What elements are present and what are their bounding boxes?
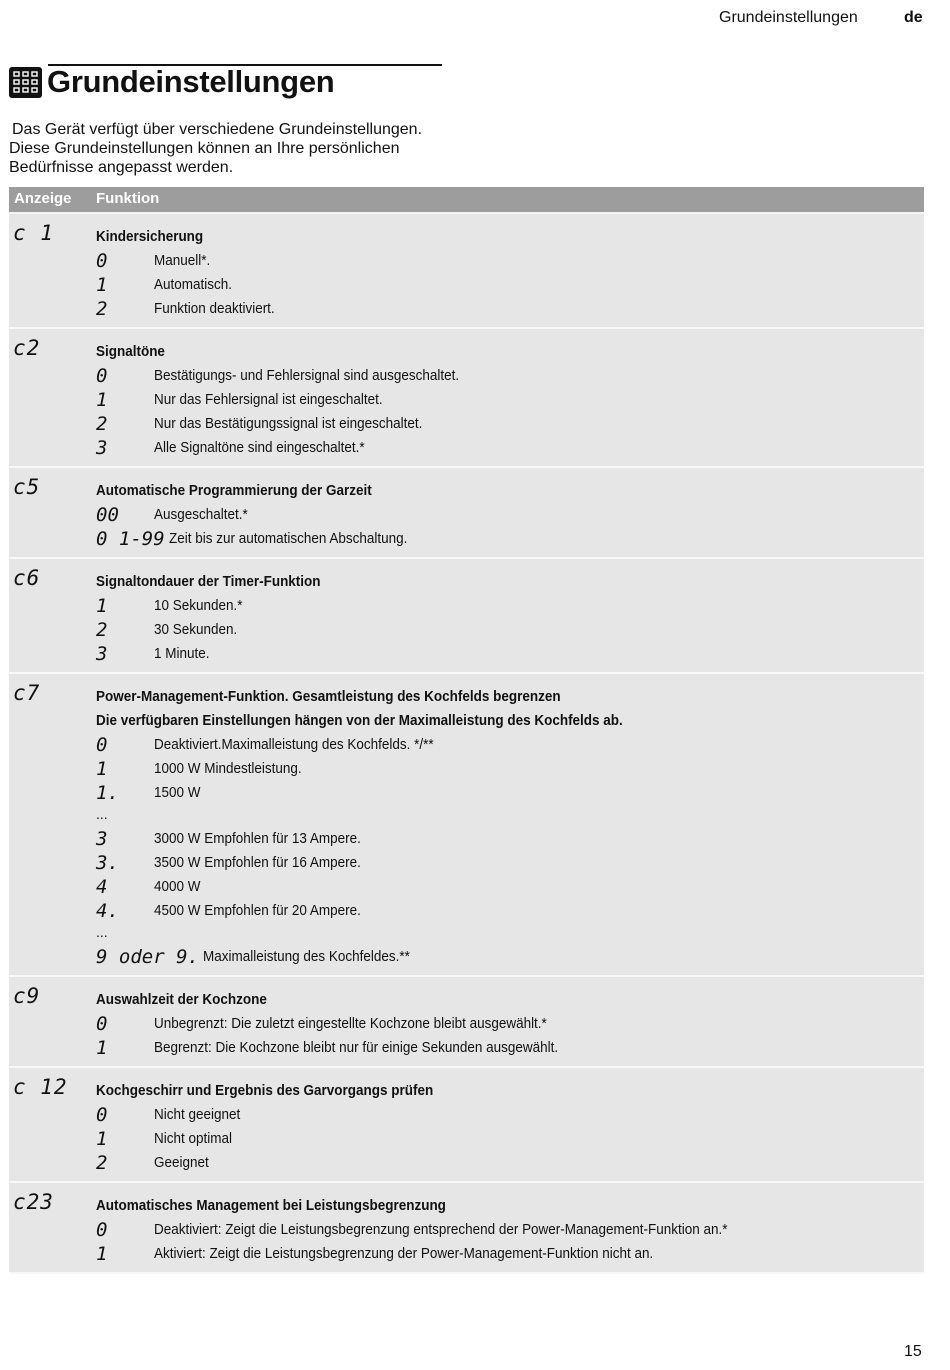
setting-option [96,1103,924,1127]
setting-option [96,899,924,923]
header-section-title: Grundeinstellungen [719,9,858,26]
table-row [9,1068,924,1183]
function-title: Auswahlzeit der Kochzone [96,992,267,1008]
setting-description: Nicht geeignet [154,1107,241,1123]
display-code: c2 [13,336,41,360]
setting-option [96,1012,924,1036]
setting-option [96,875,924,899]
setting-option [96,297,924,321]
setting-option [96,1218,924,1242]
setting-description: Bestätigungs- und Fehlersignal sind ausgeschaltet. [154,368,460,384]
display-code: c23 [13,1190,54,1214]
table-row [9,468,924,559]
setting-value: 4. [96,900,119,922]
setting-value: 0 [96,1219,108,1241]
setting-description: Nicht optimal [154,1131,232,1147]
ellipsis: ... [96,806,108,822]
setting-value: 1 [96,595,108,617]
setting-option [96,1151,924,1175]
setting-description: 3500 W Empfohlen für 16 Ampere. [154,855,361,871]
setting-value: 1 [96,1243,108,1265]
setting-option [96,642,924,666]
setting-value: 3 [96,643,108,665]
setting-option [96,436,924,460]
setting-description: Begrenzt: Die Kochzone bleibt nur für einige Sekunden ausgewählt. [154,1040,559,1056]
function-title: Kochgeschirr und Ergebnis des Garvorgangs prüfen [96,1083,434,1099]
setting-value: 2 [96,1152,108,1174]
setting-description: Zeit bis zur automatischen Abschaltung. [168,531,408,547]
setting-description: 3000 W Empfohlen für 13 Ampere. [154,831,361,847]
function-title: Automatisches Management bei Leistungsbegrenzung [96,1198,446,1214]
setting-value: 0 [96,365,108,387]
setting-description: Nur das Bestätigungssignal ist eingeschaltet. [154,416,423,432]
setting-description: Automatisch. [154,277,232,293]
setting-description: Nur das Fehlersignal ist eingeschaltet. [154,392,383,408]
display-code: c7 [13,681,41,705]
display-code: c 12 [13,1075,68,1099]
setting-value: 0 [96,1013,108,1035]
display-code: c5 [13,475,41,499]
display-code: c9 [13,984,41,1008]
setting-description: Funktion deaktiviert. [154,301,275,317]
function-title: Automatische Programmierung der Garzeit [96,483,372,499]
function-title: Kindersicherung [96,229,204,245]
setting-value: 0 [96,1104,108,1126]
function-title: Signaltöne [96,344,165,360]
setting-description: 30 Sekunden. [154,622,238,638]
setting-description: 4000 W [154,879,201,895]
setting-value: 0 1-99 [96,528,165,550]
table-row [9,674,924,977]
setting-description: Manuell*. [154,253,211,269]
ellipsis: ... [96,924,108,940]
setting-option [96,249,924,273]
intro-paragraph: Das Gerät verfügt über verschiedene Grundeinstellungen. Diese Grundeinstellungen können an Ihre persönlichen Bedürfnisse angepasst werden. [9,121,423,176]
setting-description: Maximalleistung des Kochfeldes.** [202,949,410,965]
setting-value: 0 [96,734,108,756]
table-row [9,1183,924,1274]
setting-value: 2 [96,298,108,320]
setting-description: Deaktiviert.Maximalleistung des Kochfelds. */** [154,737,434,753]
table-row [9,977,924,1068]
function-title: Signaltondauer der Timer-Funktion [96,574,321,590]
function-title: Power-Management-Funktion. Gesamtleistung des Kochfelds begrenzen [96,689,561,705]
setting-description: Geeignet [154,1155,209,1171]
table-row [9,559,924,674]
setting-option [96,827,924,851]
page-number: 15 [904,1343,922,1360]
setting-option [96,503,924,527]
setting-description: Ausgeschaltet.* [154,507,248,523]
function-subtitle: Die verfügbaren Einstellungen hängen von der Maximalleistung des Kochfelds ab. [96,713,623,729]
setting-value: 3 [96,437,108,459]
setting-description: 10 Sekunden.* [154,598,243,614]
setting-description: Deaktiviert: Zeigt die Leistungsbegrenzung entsprechend der Power-Management-Funktion an.* [154,1222,728,1238]
setting-description: 1 Minute. [154,646,210,662]
setting-option [96,945,924,969]
table-row [9,329,924,468]
grid-icon [9,67,42,98]
setting-option [96,1036,924,1060]
setting-description: 1500 W [154,785,201,801]
display-code: c 1 [13,221,54,245]
setting-option [96,273,924,297]
setting-description: 1000 W Mindestleistung. [154,761,302,777]
display-code: c6 [13,566,41,590]
setting-description: Alle Signaltöne sind eingeschaltet.* [154,440,365,456]
setting-option [96,781,924,805]
table-body [9,214,924,1274]
setting-description: 4500 W Empfohlen für 20 Ampere. [154,903,361,919]
setting-option [96,412,924,436]
setting-description: Aktiviert: Zeigt die Leistungsbegrenzung der Power-Management-Funktion nicht an. [154,1246,654,1262]
setting-option [96,618,924,642]
setting-option [96,594,924,618]
column-header-function: Funktion [96,190,160,207]
settings-table [9,187,924,1274]
setting-value: 2 [96,413,108,435]
setting-value: 2 [96,619,108,641]
setting-option [96,1242,924,1266]
setting-option [96,527,924,551]
setting-value: 0 [96,250,108,272]
header-language: de [904,9,923,26]
setting-option [96,757,924,781]
column-header-code: Anzeige [14,190,72,207]
setting-value: 1. [96,782,119,804]
setting-value: 9 oder 9. [96,946,199,968]
setting-option [96,851,924,875]
setting-value: 1 [96,1128,108,1150]
setting-value: 3 [96,828,108,850]
table-row [9,214,924,329]
setting-option [96,1127,924,1151]
setting-value: 1 [96,1037,108,1059]
setting-value: 3. [96,852,119,874]
setting-value: 00 [96,504,119,526]
setting-value: 1 [96,274,108,296]
setting-option [96,388,924,412]
page-title: Grundeinstellungen [47,64,335,99]
setting-option [96,733,924,757]
setting-value: 4 [96,876,108,898]
setting-value: 1 [96,389,108,411]
setting-value: 1 [96,758,108,780]
setting-description: Unbegrenzt: Die zuletzt eingestellte Kochzone bleibt ausgewählt.* [154,1016,547,1032]
table-header [9,187,924,214]
setting-option [96,364,924,388]
